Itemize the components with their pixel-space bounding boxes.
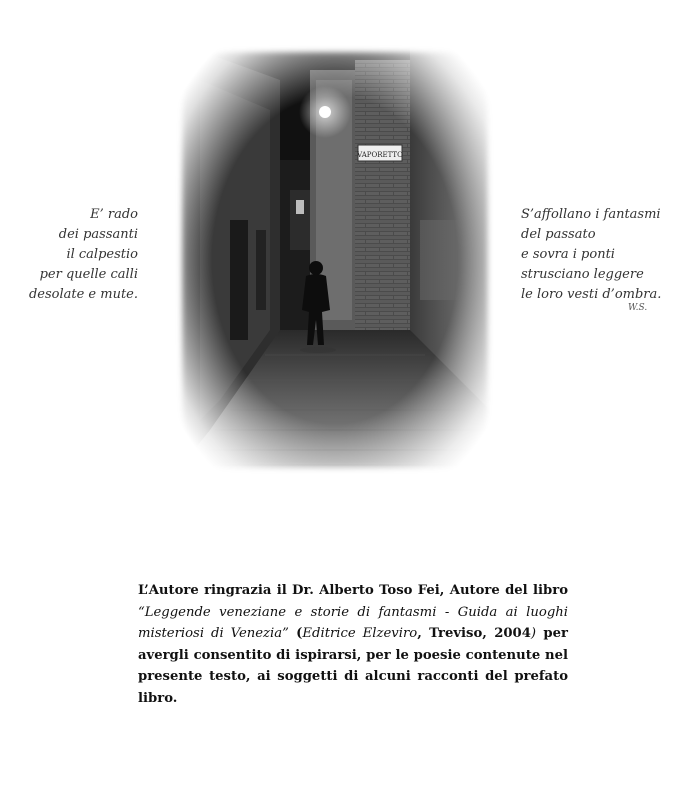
poem-line: le loro vesti d’ombra.	[521, 287, 662, 302]
acknowledgement-text	[138, 580, 568, 709]
ack-part4: per avergli consentito di ispirarsi, per le poesie contenute nel presente testo, ai soggetti di alcuni racconti del prefato libro.	[138, 626, 568, 706]
ack-paren-close: )	[530, 626, 537, 641]
poem-line: E’ rado	[90, 207, 138, 222]
ack-part2: (	[288, 626, 303, 641]
poem-right	[521, 205, 681, 305]
book-title: “Leggende veneziane e storie di fantasmi - Guida ai luoghi misteriosi di Venezia”	[138, 604, 568, 641]
poem-line: e sovra i ponti	[521, 247, 615, 262]
poem-left	[29, 205, 138, 305]
publisher: Editrice Elzeviro	[302, 626, 418, 641]
poem-line: dei passanti	[58, 227, 138, 242]
poem-line: S’affollano i fantasmi	[521, 207, 661, 222]
poem-line: il calpestio	[66, 247, 138, 262]
ack-part3: , Treviso, 2004	[417, 626, 531, 641]
poem-signature: W.S.	[628, 303, 648, 313]
alley-photo	[170, 40, 500, 480]
poem-line: strusciano leggere	[521, 267, 644, 282]
poem-line: per quelle calli	[39, 267, 138, 282]
poem-line: desolate e mute.	[28, 287, 138, 302]
ack-part1: L’Autore ringrazia il Dr. Alberto Toso Fei, Autore del libro	[138, 583, 568, 598]
poem-line: del passato	[521, 227, 596, 242]
